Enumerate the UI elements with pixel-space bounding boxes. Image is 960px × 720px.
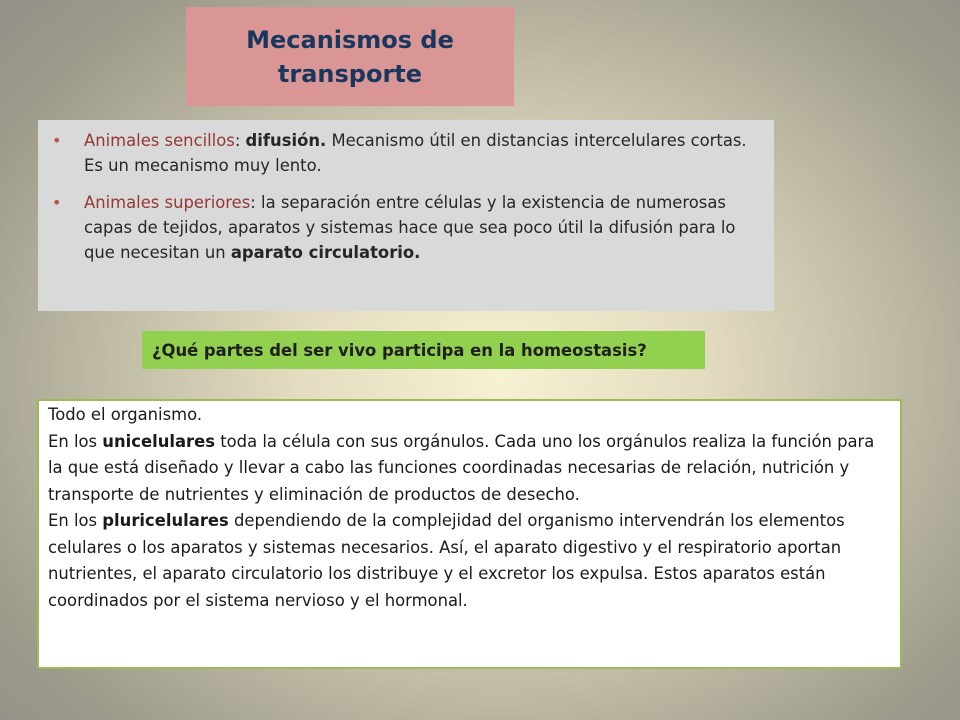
answer-paragraph-multicellular [48,508,891,614]
bullet-term: Animales sencillos [84,131,235,150]
answer-text: toda la célula con sus orgánulos. Cada uno los orgánulos realiza la función para la que está diseñado y llevar a cabo las funciones coordinadas necesarias de relación, nutrición y transporte de nutrientes y eliminación de productos de desecho. [48,431,875,504]
bullet-dot-icon: • [52,193,62,212]
bullet-separator: : [250,193,262,212]
slide-title-line-1: Mecanismos de [246,25,454,54]
bullet-term: Animales superiores [84,193,251,212]
bullet-separator: : [234,131,246,150]
bullet-item-higher-animals [52,190,754,265]
question-text: ¿Qué partes del ser vivo participa en la homeostasis? [152,340,647,360]
slide-title-line-2: transporte [277,59,423,88]
answer-box [37,399,902,669]
bullet-bold-text: aparato circulatorio. [230,243,421,262]
slide-title-box [186,7,514,106]
bullet-bold-text: difusión. [245,131,327,150]
answer-text: En los [48,511,103,530]
answer-text: En los [48,431,103,451]
bullet-dot-icon: • [52,131,62,150]
answer-line-1: Todo el organismo. [48,405,203,424]
bullet-list-box [38,120,774,311]
answer-bold-term: pluricelulares [102,511,229,530]
bullet-text: la separación entre células y la existencia de numerosas capas de tejidos, aparatos y sistemas hace que sea poco útil la difusión para lo que necesitan un [84,193,736,262]
bullet-text: Mecanismo útil en distancias intercelulares cortas. Es un mecanismo muy lento. [84,131,747,175]
question-box [142,331,705,369]
answer-bold-term: unicelulares [102,431,216,451]
answer-paragraph-unicellular [48,429,891,509]
answer-text: dependiendo de la complejidad del organismo intervendrán los elementos celulares o los aparatos y sistemas necesarios. Así, el aparato digestivo y el respiratorio aportan nutrientes, el aparato circulatorio los distribuye y el excretor los expulsa. Estos aparatos están coordinados por el sistema nervioso y el hormonal. [48,511,845,610]
bullet-item-simple-animals [52,128,754,178]
